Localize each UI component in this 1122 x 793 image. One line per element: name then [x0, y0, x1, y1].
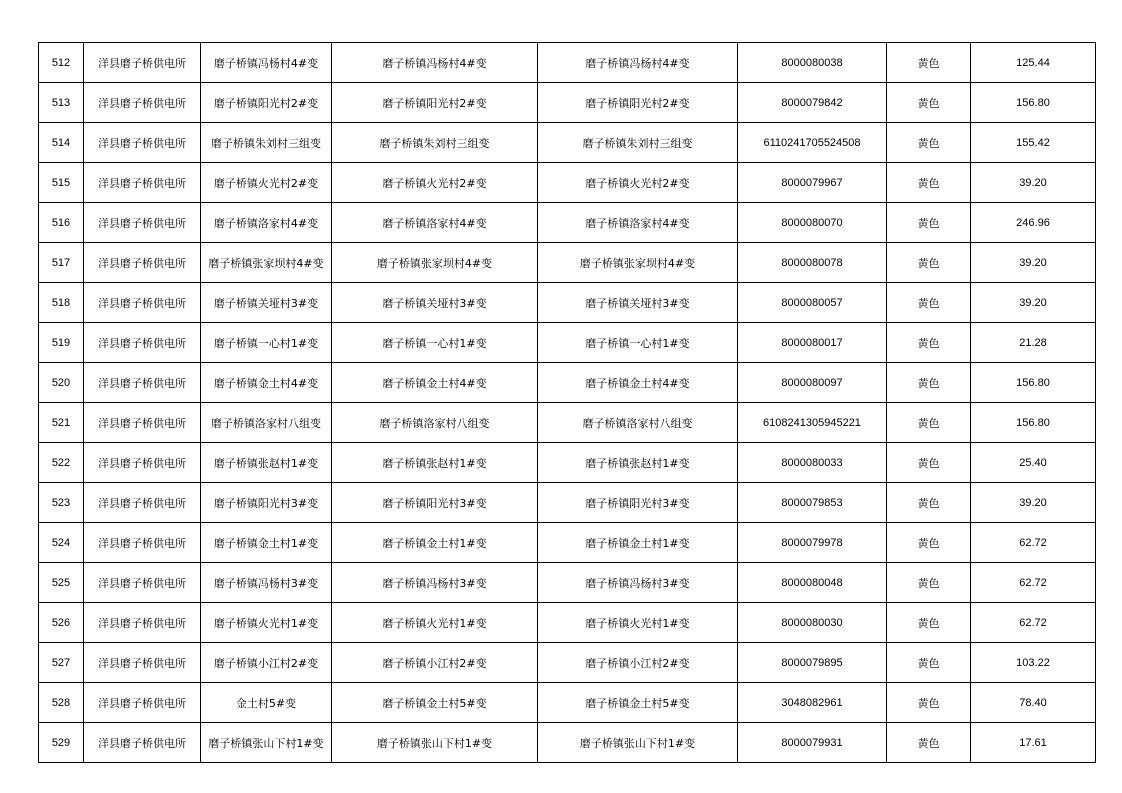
table-row — [39, 603, 1096, 643]
table-row — [39, 483, 1096, 523]
value-cell: 156.80 — [971, 403, 1096, 443]
value-cell: 17.61 — [971, 723, 1096, 763]
transformer-line-cell: 磨子桥镇火光村1#变 — [332, 603, 538, 643]
asset-code-cell: 8000079842 — [738, 83, 887, 123]
table-row — [39, 363, 1096, 403]
station-cell: 洋县磨子桥供电所 — [84, 563, 201, 603]
row-number-cell: 515 — [39, 163, 84, 203]
warning-level-cell: 黄色 — [887, 603, 971, 643]
warning-level-cell: 黄色 — [887, 523, 971, 563]
table-row — [39, 443, 1096, 483]
station-cell: 洋县磨子桥供电所 — [84, 323, 201, 363]
asset-code-cell: 8000080057 — [738, 283, 887, 323]
value-cell: 39.20 — [971, 163, 1096, 203]
value-cell: 62.72 — [971, 563, 1096, 603]
transformer-name-cell: 磨子桥镇张赵村1#变 — [201, 443, 332, 483]
transformer-line-cell: 磨子桥镇洛家村4#变 — [332, 203, 538, 243]
station-cell: 洋县磨子桥供电所 — [84, 403, 201, 443]
transformer-line-cell: 磨子桥镇一心村1#变 — [332, 323, 538, 363]
row-number-cell: 516 — [39, 203, 84, 243]
transformer-line-cell: 磨子桥镇冯杨村3#变 — [332, 563, 538, 603]
warning-level-cell: 黄色 — [887, 323, 971, 363]
value-cell: 156.80 — [971, 363, 1096, 403]
row-number-cell: 526 — [39, 603, 84, 643]
station-cell: 洋县磨子桥供电所 — [84, 483, 201, 523]
row-number-cell: 527 — [39, 643, 84, 683]
transformer-area-cell: 磨子桥镇关垭村3#变 — [538, 283, 738, 323]
value-cell: 39.20 — [971, 283, 1096, 323]
warning-level-cell: 黄色 — [887, 203, 971, 243]
asset-code-cell: 8000079895 — [738, 643, 887, 683]
table-row — [39, 723, 1096, 763]
asset-code-cell: 3048082961 — [738, 683, 887, 723]
transformer-area-cell: 磨子桥镇火光村2#变 — [538, 163, 738, 203]
value-cell: 25.40 — [971, 443, 1096, 483]
row-number-cell: 529 — [39, 723, 84, 763]
table-row — [39, 683, 1096, 723]
station-cell: 洋县磨子桥供电所 — [84, 643, 201, 683]
transformer-name-cell: 磨子桥镇洛家村4#变 — [201, 203, 332, 243]
transformer-name-cell: 磨子桥镇冯杨村4#变 — [201, 43, 332, 83]
warning-level-cell: 黄色 — [887, 363, 971, 403]
table-row — [39, 123, 1096, 163]
transformer-line-cell: 磨子桥镇阳光村3#变 — [332, 483, 538, 523]
row-number-cell: 525 — [39, 563, 84, 603]
station-cell: 洋县磨子桥供电所 — [84, 203, 201, 243]
station-cell: 洋县磨子桥供电所 — [84, 683, 201, 723]
transformer-area-cell: 磨子桥镇张山下村1#变 — [538, 723, 738, 763]
value-cell: 39.20 — [971, 483, 1096, 523]
warning-level-cell: 黄色 — [887, 483, 971, 523]
transformer-table — [38, 42, 1096, 763]
value-cell: 62.72 — [971, 523, 1096, 563]
table-row — [39, 43, 1096, 83]
asset-code-cell: 8000079967 — [738, 163, 887, 203]
station-cell: 洋县磨子桥供电所 — [84, 723, 201, 763]
table-row — [39, 243, 1096, 283]
row-number-cell: 514 — [39, 123, 84, 163]
row-number-cell: 522 — [39, 443, 84, 483]
transformer-name-cell: 磨子桥镇阳光村3#变 — [201, 483, 332, 523]
transformer-area-cell: 磨子桥镇金土村5#变 — [538, 683, 738, 723]
row-number-cell: 512 — [39, 43, 84, 83]
table-row — [39, 323, 1096, 363]
transformer-line-cell: 磨子桥镇小江村2#变 — [332, 643, 538, 683]
transformer-name-cell: 磨子桥镇冯杨村3#变 — [201, 563, 332, 603]
asset-code-cell: 8000079978 — [738, 523, 887, 563]
asset-code-cell: 8000080070 — [738, 203, 887, 243]
transformer-line-cell: 磨子桥镇金土村5#变 — [332, 683, 538, 723]
value-cell: 103.22 — [971, 643, 1096, 683]
transformer-name-cell: 磨子桥镇火光村1#变 — [201, 603, 332, 643]
transformer-name-cell: 磨子桥镇张家坝村4#变 — [201, 243, 332, 283]
asset-code-cell: 8000079931 — [738, 723, 887, 763]
row-number-cell: 513 — [39, 83, 84, 123]
transformer-name-cell: 磨子桥镇金土村1#变 — [201, 523, 332, 563]
transformer-line-cell: 磨子桥镇冯杨村4#变 — [332, 43, 538, 83]
asset-code-cell: 6108241305945221 — [738, 403, 887, 443]
transformer-area-cell: 磨子桥镇一心村1#变 — [538, 323, 738, 363]
row-number-cell: 520 — [39, 363, 84, 403]
asset-code-cell: 8000080033 — [738, 443, 887, 483]
transformer-area-cell: 磨子桥镇张家坝村4#变 — [538, 243, 738, 283]
warning-level-cell: 黄色 — [887, 243, 971, 283]
value-cell: 155.42 — [971, 123, 1096, 163]
row-number-cell: 519 — [39, 323, 84, 363]
transformer-line-cell: 磨子桥镇火光村2#变 — [332, 163, 538, 203]
asset-code-cell: 8000080078 — [738, 243, 887, 283]
transformer-line-cell: 磨子桥镇金土村4#变 — [332, 363, 538, 403]
warning-level-cell: 黄色 — [887, 683, 971, 723]
value-cell: 39.20 — [971, 243, 1096, 283]
transformer-area-cell: 磨子桥镇冯杨村4#变 — [538, 43, 738, 83]
transformer-name-cell: 磨子桥镇火光村2#变 — [201, 163, 332, 203]
station-cell: 洋县磨子桥供电所 — [84, 363, 201, 403]
asset-code-cell: 8000080097 — [738, 363, 887, 403]
transformer-line-cell: 磨子桥镇张赵村1#变 — [332, 443, 538, 483]
asset-code-cell: 6110241705524508 — [738, 123, 887, 163]
transformer-area-cell: 磨子桥镇朱刘村三组变 — [538, 123, 738, 163]
warning-level-cell: 黄色 — [887, 283, 971, 323]
table-row — [39, 283, 1096, 323]
transformer-name-cell: 磨子桥镇一心村1#变 — [201, 323, 332, 363]
table-row — [39, 203, 1096, 243]
row-number-cell: 517 — [39, 243, 84, 283]
table-row — [39, 523, 1096, 563]
transformer-name-cell: 金土村5#变 — [201, 683, 332, 723]
asset-code-cell: 8000079853 — [738, 483, 887, 523]
station-cell: 洋县磨子桥供电所 — [84, 83, 201, 123]
value-cell: 78.40 — [971, 683, 1096, 723]
transformer-name-cell: 磨子桥镇金土村4#变 — [201, 363, 332, 403]
station-cell: 洋县磨子桥供电所 — [84, 603, 201, 643]
value-cell: 62.72 — [971, 603, 1096, 643]
warning-level-cell: 黄色 — [887, 43, 971, 83]
warning-level-cell: 黄色 — [887, 563, 971, 603]
transformer-name-cell: 磨子桥镇朱刘村三组变 — [201, 123, 332, 163]
station-cell: 洋县磨子桥供电所 — [84, 283, 201, 323]
asset-code-cell: 8000080038 — [738, 43, 887, 83]
table-body — [39, 43, 1096, 763]
value-cell: 125.44 — [971, 43, 1096, 83]
transformer-area-cell: 磨子桥镇金土村4#变 — [538, 363, 738, 403]
warning-level-cell: 黄色 — [887, 123, 971, 163]
station-cell: 洋县磨子桥供电所 — [84, 43, 201, 83]
value-cell: 246.96 — [971, 203, 1096, 243]
transformer-area-cell: 磨子桥镇火光村1#变 — [538, 603, 738, 643]
transformer-area-cell: 磨子桥镇阳光村3#变 — [538, 483, 738, 523]
warning-level-cell: 黄色 — [887, 643, 971, 683]
transformer-area-cell: 磨子桥镇冯杨村3#变 — [538, 563, 738, 603]
transformer-name-cell: 磨子桥镇小江村2#变 — [201, 643, 332, 683]
warning-level-cell: 黄色 — [887, 403, 971, 443]
table-row — [39, 563, 1096, 603]
row-number-cell: 528 — [39, 683, 84, 723]
transformer-line-cell: 磨子桥镇阳光村2#变 — [332, 83, 538, 123]
transformer-name-cell: 磨子桥镇洛家村八组变 — [201, 403, 332, 443]
table-row — [39, 83, 1096, 123]
station-cell: 洋县磨子桥供电所 — [84, 523, 201, 563]
station-cell: 洋县磨子桥供电所 — [84, 243, 201, 283]
value-cell: 21.28 — [971, 323, 1096, 363]
transformer-line-cell: 磨子桥镇关垭村3#变 — [332, 283, 538, 323]
warning-level-cell: 黄色 — [887, 163, 971, 203]
transformer-line-cell: 磨子桥镇张家坝村4#变 — [332, 243, 538, 283]
table-row — [39, 163, 1096, 203]
transformer-name-cell: 磨子桥镇张山下村1#变 — [201, 723, 332, 763]
row-number-cell: 523 — [39, 483, 84, 523]
row-number-cell: 521 — [39, 403, 84, 443]
row-number-cell: 524 — [39, 523, 84, 563]
transformer-area-cell: 磨子桥镇金土村1#变 — [538, 523, 738, 563]
value-cell: 156.80 — [971, 83, 1096, 123]
table-row — [39, 403, 1096, 443]
transformer-area-cell: 磨子桥镇张赵村1#变 — [538, 443, 738, 483]
transformer-name-cell: 磨子桥镇关垭村3#变 — [201, 283, 332, 323]
station-cell: 洋县磨子桥供电所 — [84, 123, 201, 163]
warning-level-cell: 黄色 — [887, 83, 971, 123]
warning-level-cell: 黄色 — [887, 723, 971, 763]
transformer-area-cell: 磨子桥镇洛家村八组变 — [538, 403, 738, 443]
station-cell: 洋县磨子桥供电所 — [84, 443, 201, 483]
transformer-area-cell: 磨子桥镇阳光村2#变 — [538, 83, 738, 123]
asset-code-cell: 8000080030 — [738, 603, 887, 643]
asset-code-cell: 8000080017 — [738, 323, 887, 363]
document-page — [38, 42, 1096, 763]
transformer-line-cell: 磨子桥镇洛家村八组变 — [332, 403, 538, 443]
transformer-area-cell: 磨子桥镇小江村2#变 — [538, 643, 738, 683]
transformer-line-cell: 磨子桥镇张山下村1#变 — [332, 723, 538, 763]
transformer-line-cell: 磨子桥镇朱刘村三组变 — [332, 123, 538, 163]
asset-code-cell: 8000080048 — [738, 563, 887, 603]
transformer-name-cell: 磨子桥镇阳光村2#变 — [201, 83, 332, 123]
table-row — [39, 643, 1096, 683]
warning-level-cell: 黄色 — [887, 443, 971, 483]
transformer-area-cell: 磨子桥镇洛家村4#变 — [538, 203, 738, 243]
row-number-cell: 518 — [39, 283, 84, 323]
transformer-line-cell: 磨子桥镇金土村1#变 — [332, 523, 538, 563]
station-cell: 洋县磨子桥供电所 — [84, 163, 201, 203]
